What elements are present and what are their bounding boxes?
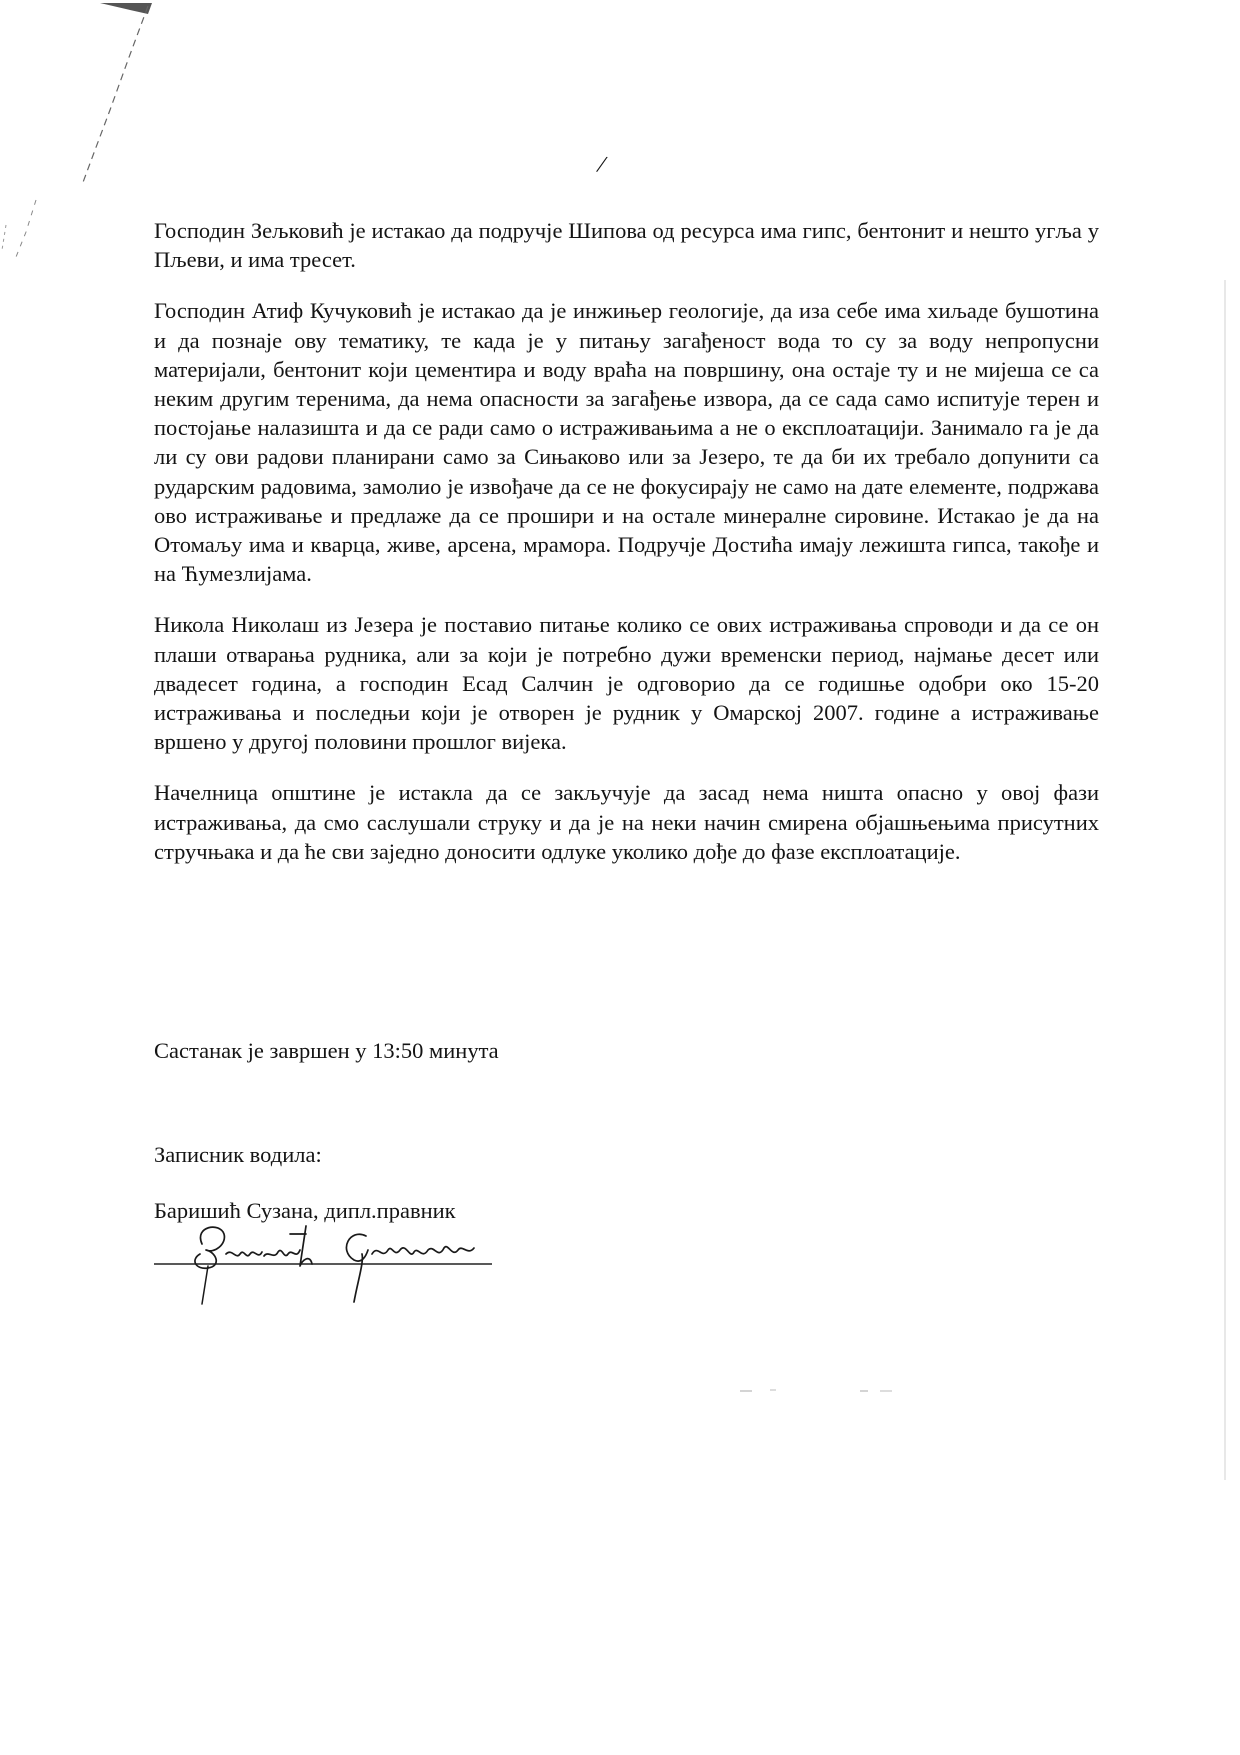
paragraph: Господин Атиф Кучуковић је истакао да је инжињер геологије, да иза себе има хиљаде бушотина и да познаје ову тематику, те када је у питању загађеност вода то су за воду непропусни материјали, бентонит који цементира и воду враћа на површину, она остаје ту и не мијеша се са неким другим теренима, да нема опасности за загађење извора, да се сада само испитује терен и постојање налазишта и да се ради само о истраживањима а не о експлоатацији. Занимало га је да ли су ови радови планирани само за Сињаково или за Језеро, те да би их требало допунити са рударским радовима, замолио је извођаче да се не фокусирају не само на дате елементе, подржава ово истраживање и предлаже да се прошири и на остале минералне сировине. Истакао је да на Отомаљу има и кварца, живе, арсена, мрамора. Подручје Достића имају лежишта гипса, такође и на Ћумезлијама. <box>154 298 1099 587</box>
scan-artifact-specks <box>740 1385 920 1397</box>
minutes-recorder-label: Записник водила: <box>154 1142 322 1167</box>
handwritten-signature <box>150 1220 500 1310</box>
page-mark: / <box>596 151 607 179</box>
paragraph: Никола Николаш из Језера је поставио питање колико се ових истраживања спроводи и да се он плаши отварања рудника, али за који је потребно дужи временски период, најмање десет или двадесет година, а господин Есад Салчин је одговорио да се годишње одобри око 15-20 истраживања и последњи који је отворен је рудник у Омарској 2007. године а истраживање вршено у другој половини прошлог вијека. <box>154 612 1099 755</box>
scan-artifact-corner <box>0 0 170 280</box>
meeting-end-note: Састанак је завршен у 13:50 минута <box>154 1038 499 1063</box>
minutes-recorder-name: Баришић Сузана, дипл.правник <box>154 1198 456 1223</box>
body-text <box>154 216 1099 888</box>
paragraph: Господин Зељковић је истакао да подручје Шипова од ресурса има гипс, бентонит и нешто угља у Пљеви, и има тресет. <box>154 218 1099 273</box>
paragraph: Начелница општине је истакла да се закључује да засад нема ништа опасно у овој фази истраживања, да смо саслушали струку и да је на неки начин смирена објашњењима присутних стручњака и да ће сви заједно доносити одлуке уколико дође до фазе експлоатације. <box>154 780 1099 864</box>
scan-artifact-right-edge <box>1220 280 1230 1480</box>
